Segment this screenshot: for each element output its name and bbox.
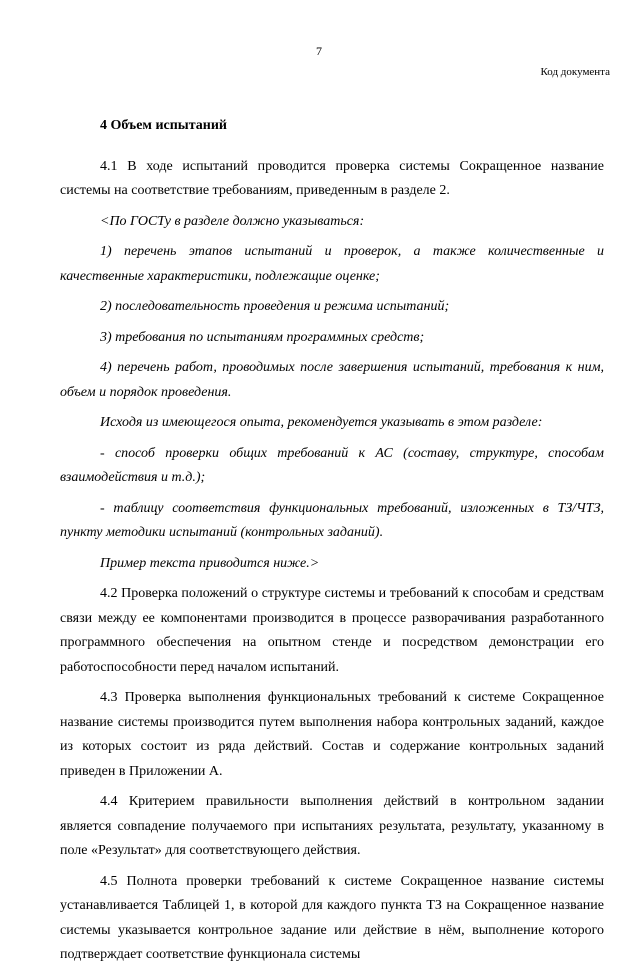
paragraph: - таблицу соответствия функциональных требований, изложенных в ТЗ/ЧТЗ, пункту методики испытаний (контрольных заданий). [60, 500, 604, 540]
page-number: 7 [316, 44, 322, 58]
paragraph: - способ проверки общих требований к АС (составу, структуре, способам взаимодействия и т.д.); [60, 445, 604, 485]
paragraph-list [60, 155, 604, 968]
paragraph: 4.4 Критерием правильности выполнения действий в контрольном задании является совпадение получаемого при испытаниях результата, результату, указанному в поле «Результат» для соответствующего действия. [60, 794, 604, 858]
paragraph: Пример текста приводится ниже.> [100, 555, 320, 571]
paragraph: 4.3 Проверка выполнения функциональных требований к системе Сокращенное название системы производится путем выполнения набора контрольных заданий, каждое из которых состоит из ряда действий. Состав и содержание контрольных заданий приведен в Приложении А. [60, 690, 604, 779]
paragraph: 1) перечень этапов испытаний и проверок, а также количественные и качественные характеристики, подлежащие оценке; [60, 244, 604, 284]
document-body [60, 114, 604, 974]
paragraph: 4) перечень работ, проводимых после завершения испытаний, требования к ним, объем и порядок проведения. [60, 360, 604, 400]
paragraph: Исходя из имеющегося опыта, рекомендуется указывать в этом разделе: [100, 415, 543, 430]
paragraph: 4.1 В ходе испытаний проводится проверка системы Сокращенное название системы на соответствие требованиям, приведенным в разделе 2. [60, 158, 604, 198]
paragraph: 3) требования по испытаниям программных средств; [100, 329, 425, 345]
section-title: 4 Объем испытаний [100, 118, 227, 133]
paragraph: 4.5 Полнота проверки требований к системе Сокращенное название системы устанавливается Таблицей 1, в которой для каждого пункта ТЗ на Сокращенное название системы указывается контрольное задание или действие в нём, выполнение которого подтверждает соответствие функционала системы [60, 873, 604, 962]
paragraph: 4.2 Проверка положений о структуре системы и требований к способам и средствам связи между ее компонентами производится в процессе разворачивания разработанного программного обеспечения на опытном стенде и посредством демонстрации его работоспособности перед началом испытаний. [60, 586, 604, 675]
paragraph: <По ГОСТу в разделе должно указываться: [100, 213, 365, 229]
document-code: Код документа [540, 66, 610, 78]
paragraph: 2) последовательность проведения и режима испытаний; [100, 299, 450, 314]
